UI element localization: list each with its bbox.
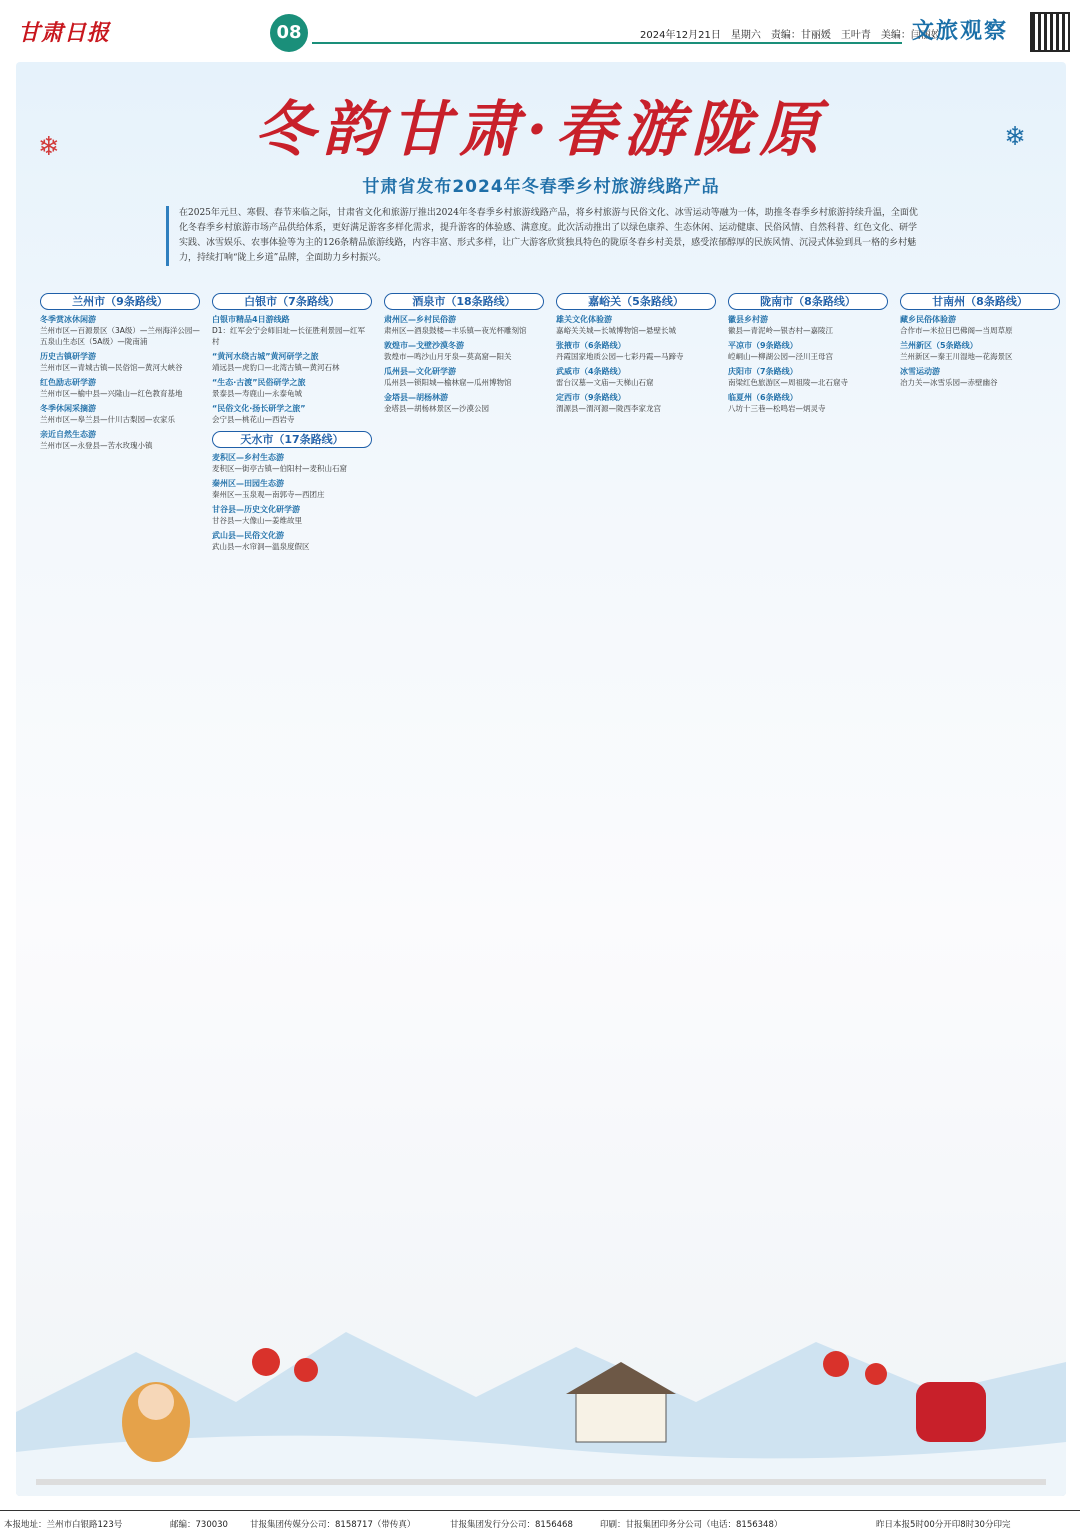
city-heading: 白银市（7条路线）: [212, 293, 372, 310]
route-title: 庆阳市（7条路线）: [728, 367, 798, 376]
route-text: 南梁红色旅游区—周祖陵—北石窟寺: [728, 378, 848, 387]
snowflake-icon: ❄: [38, 132, 60, 162]
city-heading: 兰州市（9条路线）: [40, 293, 200, 310]
route-text: 兰州市区—青城古镇—民俗馆—黄河大峡谷: [40, 363, 183, 372]
section-title: 文旅观察: [912, 19, 1009, 44]
route-text: 金塔县—胡杨林景区—沙漠公园: [384, 404, 489, 413]
route-title: 徽县乡村游: [728, 315, 768, 324]
route-title: 武威市（4条路线）: [556, 367, 626, 376]
snowflake-icon: ❄: [1004, 122, 1026, 152]
masthead: [0, 0, 1080, 58]
city-heading: 陇南市（8条路线）: [728, 293, 888, 310]
route-text: 甘谷县—大像山—姜维故里: [212, 516, 302, 525]
poster-subtitle: 甘肃省发布2024年冬春季乡村旅游线路产品: [362, 177, 720, 197]
red-lantern-icon: [294, 1358, 318, 1382]
route-text: 兰州市区—榆中县—兴隆山—红色教育基地: [40, 389, 183, 398]
route-title: 雄关文化体验游: [556, 315, 612, 324]
route-title: 藏乡民俗体验游: [900, 315, 956, 324]
route-text: 雷台汉墓—文庙—天梯山石窟: [556, 378, 654, 387]
route-title: “民俗文化·扬长研学之旅”: [212, 404, 306, 413]
city-heading: 甘南州（8条路线）: [900, 293, 1060, 310]
route-text: 崆峒山—柳湖公园—泾川王母宫: [728, 352, 833, 361]
newspaper-logo: 甘肃日报: [18, 20, 111, 46]
footer-printing: 印刷：甘报集团印务分公司（电话：8156348）: [600, 1520, 783, 1530]
route-title: 金塔县—胡杨林游: [384, 393, 448, 402]
lion-dance-figure: [916, 1382, 986, 1442]
route-title: 平凉市（9条路线）: [728, 341, 798, 350]
page-footer: [0, 1510, 1080, 1538]
page-number-badge: 08: [270, 14, 308, 52]
column-3: [384, 287, 544, 414]
route-text: 会宁县—桃花山—西岩寺: [212, 415, 295, 424]
route-text: 渭源县—渭河源—陇西李家龙宫: [556, 404, 661, 413]
route-text: 武山县—水帘洞—温泉度假区: [212, 542, 310, 551]
route-text: 冶力关—冰雪乐园—赤壁幽谷: [900, 378, 998, 387]
route-text: 合作市—米拉日巴佛阁—当周草原: [900, 326, 1013, 335]
header-rule: [312, 42, 902, 44]
route-title: 白银市精品4日游线路: [212, 315, 290, 324]
poster-panel: [16, 62, 1066, 1496]
route-text: 兰州市区—永登县—苦水玫瑰小镇: [40, 441, 153, 450]
city-heading: 天水市（17条路线）: [212, 431, 372, 448]
column-4: [556, 287, 716, 414]
route-text: 兰州市区—百源景区（3A级）—兰州海洋公园—五泉山生态区（5A级）—陇南浦: [40, 326, 200, 346]
skier-mascot-face: [138, 1384, 174, 1420]
route-title: 麦积区—乡村生态游: [212, 453, 284, 462]
column-1: [40, 287, 200, 451]
red-lantern-icon: [252, 1348, 280, 1376]
route-title: 冬季休闲采摘游: [40, 404, 96, 413]
route-title: 临夏州（6条路线）: [728, 393, 798, 402]
route-text: 秦州区—玉泉观—南郭寺—西团庄: [212, 490, 325, 499]
route-text: 肃州区—酒泉鼓楼—丰乐镇—夜光杯雕刻馆: [384, 326, 527, 335]
route-text: 丹霞国家地质公园—七彩丹霞—马蹄寺: [556, 352, 684, 361]
route-title: “生态·古渡”民俗研学之旅: [212, 378, 306, 387]
route-text: 兰州新区—秦王川湿地—花海景区: [900, 352, 1013, 361]
route-title: 亲近自然生态游: [40, 430, 96, 439]
route-title: 历史古镇研学游: [40, 352, 96, 361]
route-title: 瓜州县—文化研学游: [384, 367, 456, 376]
route-title: 甘谷县—历史文化研学游: [212, 505, 300, 514]
column-2: [212, 287, 372, 552]
route-text: 徽县—青泥岭—银杏村—嘉陵江: [728, 326, 833, 335]
route-text: 敦煌市—鸣沙山月牙泉—莫高窟—阳关: [384, 352, 512, 361]
footer-postcode: 邮编：730030: [170, 1520, 228, 1530]
footer-address: 本报地址：兰州市白银路123号: [4, 1520, 123, 1530]
route-text: D1：红军会宁会师旧址—长征胜利景园—红军村: [212, 326, 366, 346]
route-title: “黄河水绕古城”黄河研学之旅: [212, 352, 319, 361]
route-title: 红色励志研学游: [40, 378, 96, 387]
column-5: [728, 287, 888, 414]
farmhouse: [576, 1392, 666, 1442]
intro-paragraph: 在2025年元旦、寒假、春节来临之际，甘肃省文化和旅游厅推出2024年冬春季乡村旅游线路产品，将乡村旅游与民俗文化、冰雪运动等融为一体，助推冬春季乡村旅游持续升温，全面优化冬春季乡村旅游市场产品供给体系，更好满足游客多样化需求，提升游客的体验感、满意度。此次活动推出了以绿色康养、生态休闲、运动健康、民俗风情、自然科普、红色文化、研学实践、冰雪娱乐、农事体验等为主的126条精品旅游线路，内容丰富、形式多样，让广大游客欣赏独具特色的陇原冬春乡村美景，感受浓郁醇厚的民族风情、沉浸式体验到具一格的乡村魅力，持续打响“陇上乡道”品牌，全面助力乡村振兴。: [166, 206, 919, 266]
date-line: 2024年12月21日 星期六 责编：甘丽媛 王叶青 美编：闫丽姣: [640, 30, 941, 41]
route-title: 肃州区—乡村民俗游: [384, 315, 456, 324]
route-text: 嘉峪关关城—长城博物馆—悬壁长城: [556, 326, 676, 335]
route-text: 靖远县—虎豹口—北湾古镇—黄河石林: [212, 363, 340, 372]
route-text: 景泰县—寿鹿山—永泰龟城: [212, 389, 302, 398]
column-6: [900, 287, 1060, 388]
poster-title: 冬韵甘肃·春游陇原: [254, 95, 828, 165]
footer-print-time: 昨日本报5时00分开印8时30分印完: [876, 1520, 1011, 1530]
winter-village-illustration: [16, 1292, 1066, 1496]
route-text: 兰州市区—皋兰县—什川古梨园—农家乐: [40, 415, 175, 424]
red-lantern-icon: [823, 1351, 849, 1377]
route-title: 敦煌市—戈壁沙漠冬游: [384, 341, 464, 350]
qr-code-icon: [1030, 12, 1070, 52]
city-heading: 嘉峪关（5条路线）: [556, 293, 716, 310]
routes-columns: [26, 287, 1056, 1287]
route-title: 冰雪运动游: [900, 367, 940, 376]
route-text: 麦积区—街亭古镇—伯阳村—麦积山石窟: [212, 464, 347, 473]
route-title: 冬季赏冰休闲游: [40, 315, 96, 324]
route-text: 八坊十三巷—松鸣岩—炳灵寺: [728, 404, 826, 413]
city-heading: 酒泉市（18条路线）: [384, 293, 544, 310]
route-title: 定西市（9条路线）: [556, 393, 626, 402]
footer-distribution: 甘报集团发行分公司：8156468: [450, 1520, 573, 1530]
footer-ad-phone: 甘报集团传媒分公司：8158717（带传真）: [250, 1520, 416, 1530]
red-lantern-icon: [865, 1363, 887, 1385]
route-text: 瓜州县—锁阳城—榆林窟—瓜州博物馆: [384, 378, 512, 387]
route-title: 秦州区—田园生态游: [212, 479, 284, 488]
route-title: 张掖市（6条路线）: [556, 341, 626, 350]
route-title: 兰州新区（5条路线）: [900, 341, 978, 350]
route-title: 武山县—民俗文化游: [212, 531, 284, 540]
